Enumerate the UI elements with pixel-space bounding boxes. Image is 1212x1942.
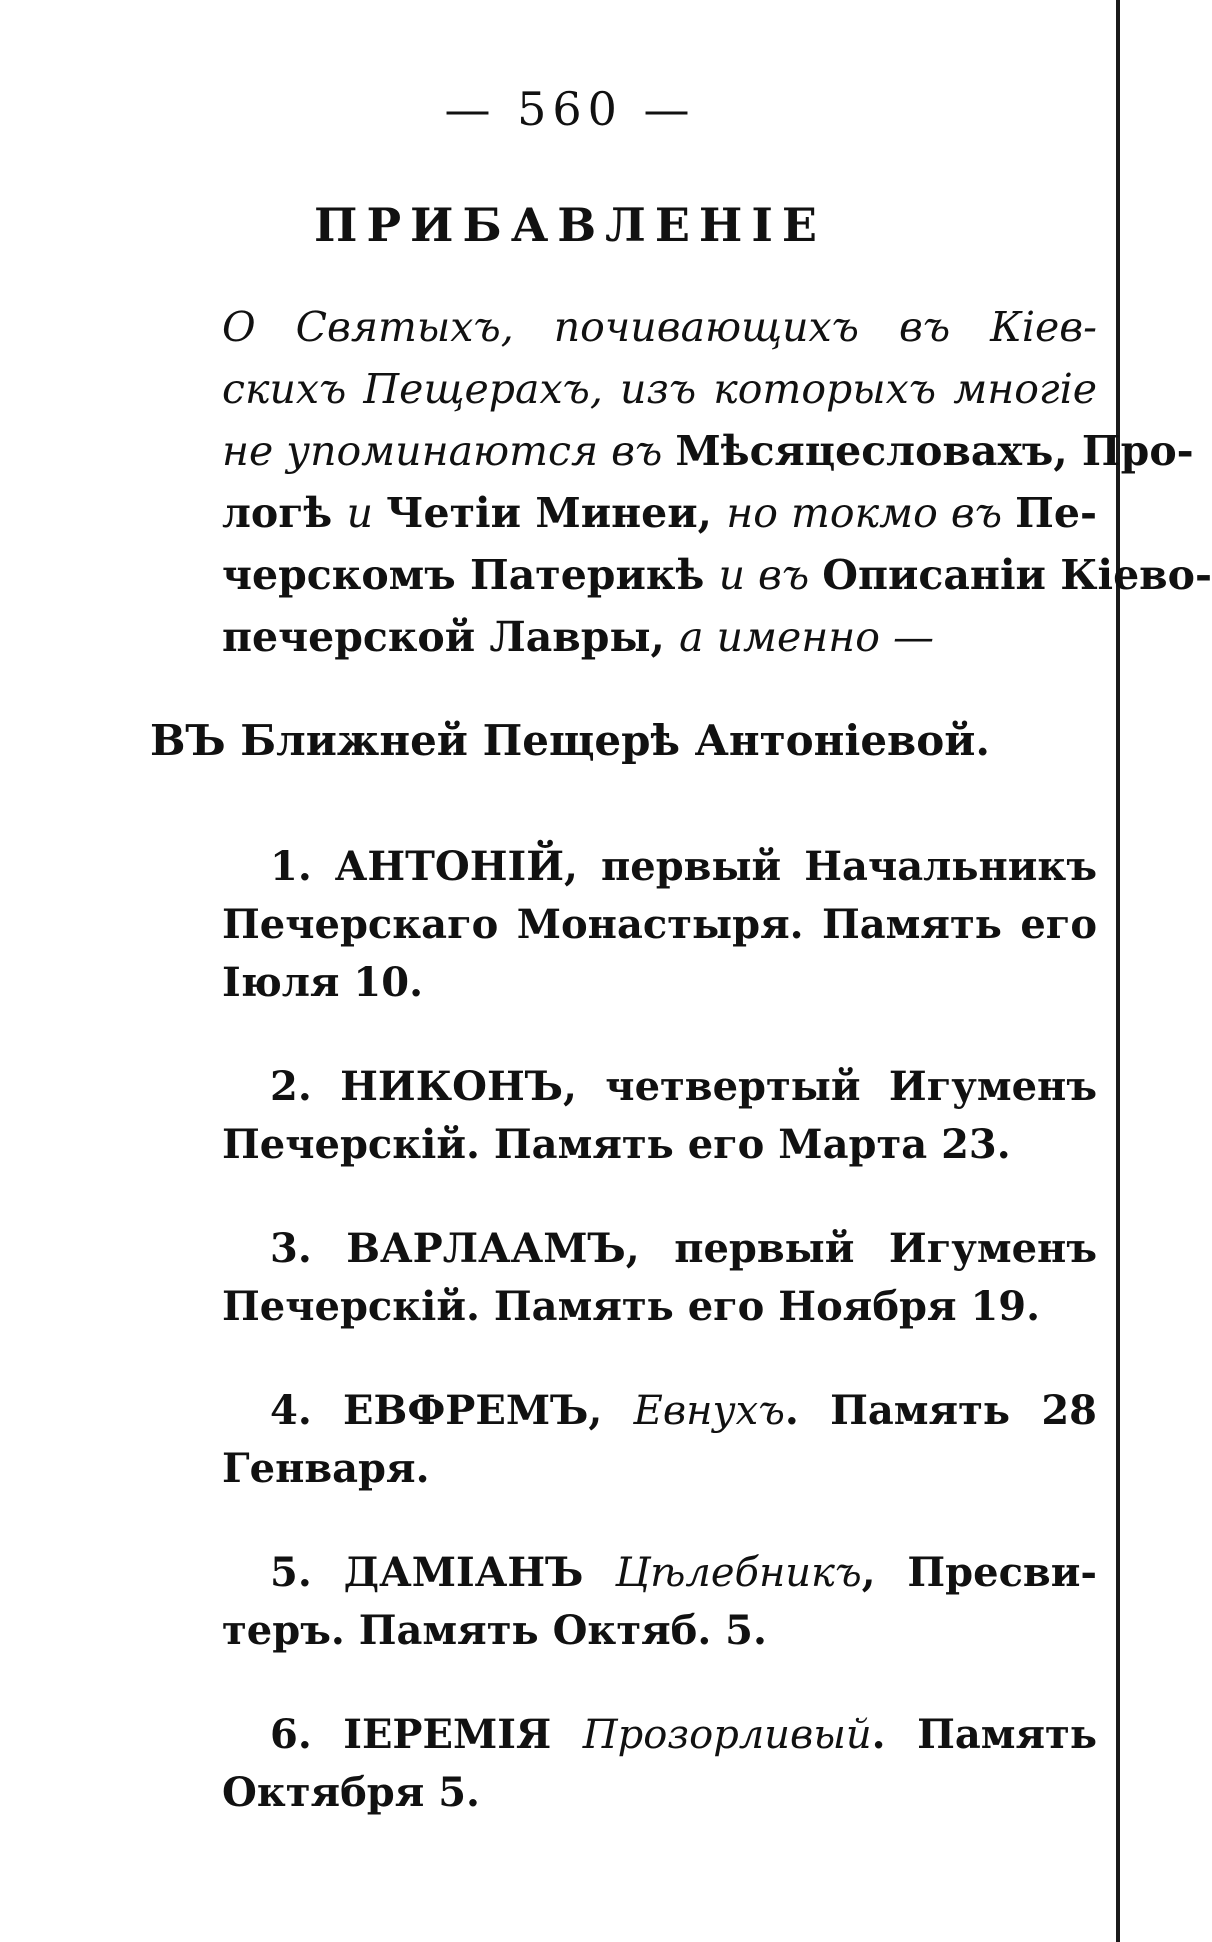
intro-line — [222, 544, 1212, 606]
intro-text: логѣ — [222, 489, 347, 537]
intro-paragraph — [222, 296, 1212, 668]
entry-line: Печерскаго Монастыря. Память его — [222, 901, 1097, 948]
entry-name: 4. ЕВФРЕМЪ, — [270, 1387, 634, 1434]
page-title: ПРИБАВЛЕНІЕ — [314, 198, 826, 252]
entry-text: . Память — [871, 1711, 1097, 1758]
entry-epithet: Цѣлебникъ — [615, 1550, 862, 1596]
intro-text: черскомъ Патерикѣ — [222, 551, 719, 599]
entry-text: , Пресви- — [861, 1549, 1097, 1596]
list-item — [222, 1382, 1097, 1498]
intro-text-italic: и — [346, 489, 387, 537]
intro-line — [222, 606, 1097, 668]
entry-line: Октября 5. — [222, 1769, 480, 1816]
intro-text: Четіи Минеи, — [386, 489, 727, 537]
entry-line: Печерскій. Память его Марта 23. — [222, 1121, 1011, 1168]
entry-line: 2. НИКОНЪ, четвертый Игуменъ — [270, 1063, 1097, 1110]
entry-line: Печерскій. Память его Ноября 19. — [222, 1283, 1041, 1330]
intro-line: скихъ Пещерахъ, изъ которыхъ многіе — [222, 365, 1097, 413]
intro-text-italic: но токмо въ — [726, 489, 1016, 537]
list-item — [222, 1706, 1097, 1822]
entry-line: Генваря. — [222, 1445, 430, 1492]
entry-line: теръ. Память Октяб. 5. — [222, 1607, 767, 1654]
list-item — [222, 1220, 1097, 1336]
page-edge-rule — [1116, 0, 1120, 1942]
entry-name: 5. ДАМІАНЪ — [270, 1549, 616, 1596]
entry-line: 3. ВАРЛААМЪ, первый Игуменъ — [270, 1225, 1097, 1272]
entry-line — [222, 1382, 1097, 1440]
entry-name: 6. ІЕРЕМІЯ — [270, 1711, 583, 1758]
intro-line: О Святыхъ, почивающихъ въ Кіев- — [222, 303, 1097, 351]
entry-line — [222, 1544, 1097, 1602]
saints-list — [222, 838, 1097, 1868]
intro-text: Мѣсяцесловахъ, Про- — [675, 427, 1194, 475]
entry-epithet: Евнухъ — [633, 1388, 785, 1434]
page-number: — 560 — — [444, 82, 696, 136]
intro-text-italic: и въ — [718, 551, 823, 599]
intro-text-italic: а именно — — [679, 613, 934, 661]
intro-text: Описаніи Кіево- — [822, 551, 1212, 599]
intro-line — [222, 482, 1097, 544]
entry-line: Іюля 10. — [222, 959, 423, 1006]
entry-line — [222, 1706, 1097, 1764]
list-item — [222, 838, 1097, 1012]
section-heading: ВЪ Ближней Пещерѣ Антоніевой. — [149, 716, 991, 765]
intro-text-italic: не упоминаются въ — [222, 427, 676, 475]
list-item — [222, 1058, 1097, 1174]
intro-text: Пе- — [1015, 489, 1097, 537]
entry-text: . Память 28 — [784, 1387, 1097, 1434]
intro-line — [222, 420, 1194, 482]
entry-epithet: Прозорливый — [582, 1712, 872, 1758]
entry-line: 1. АНТОНІЙ, первый Начальникъ — [270, 843, 1097, 890]
intro-text: печерской Лавры, — [222, 613, 680, 661]
list-item — [222, 1544, 1097, 1660]
